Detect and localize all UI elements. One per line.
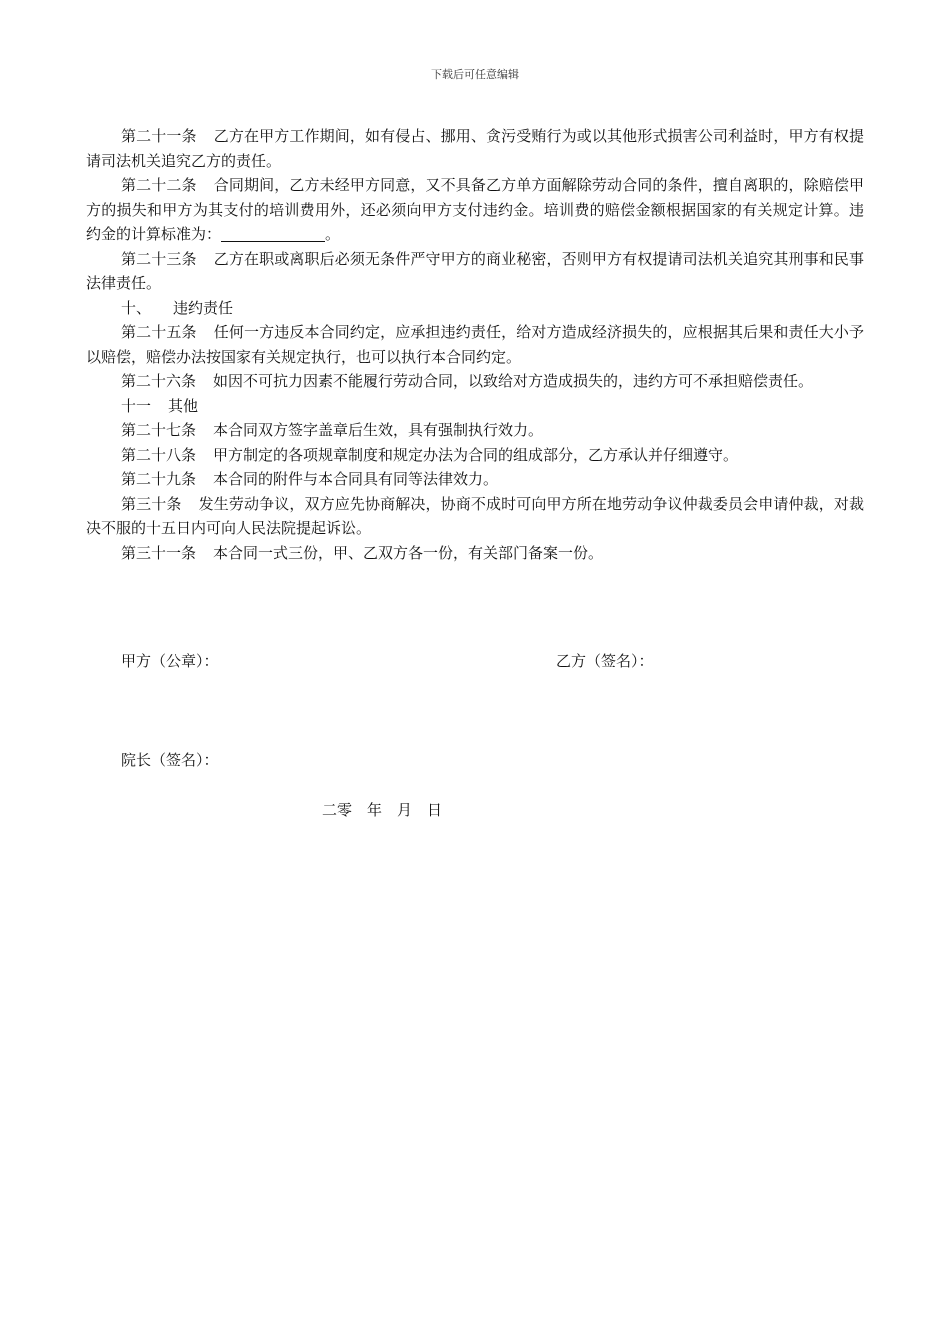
party-a-signature-label: 甲方（公章）： [121,652,219,670]
article-label: 第二十六条 [121,372,197,390]
article-text: 如因不可抗力因素不能履行劳动合同，以致给对方造成损失的，违约方可不承担赔偿责任。 [213,372,814,390]
article-label: 第三十一条 [121,543,197,562]
article-27 [86,418,864,443]
article-25 [86,320,864,369]
article-label: 第二十二条 [121,176,197,194]
section-label: 十一 [121,396,152,415]
page-header: 下载后可任意编辑 [431,68,519,81]
section-title: 其他 [168,396,199,415]
article-26 [86,369,864,394]
article-text: 任何一方违反本合同约定，应承担违约责任，给对方造成经济损失的，应根据其后果和责任大小予以赔偿，赔偿办法按国家有关规定执行，也可以执行本合同约定。 [86,323,864,366]
article-text: 本合同双方签字盖章后生效，具有强制执行效力。 [213,421,544,439]
article-text: 发生劳动争议，双方应先协商解决，协商不成时可向甲方所在地劳动争议仲裁委员会申请仲裁，对裁决不服的十五日内可向人民法院提起诉讼。 [86,494,864,537]
dean-signature-label: 院长（签名）： [121,751,219,769]
section-heading-10 [86,296,864,321]
party-b-signature-label: 乙方（签名）： [556,652,654,670]
section-heading-11 [86,394,864,419]
article-23 [86,247,864,296]
article-label: 第二十九条 [121,470,197,488]
article-end: 。 [325,225,341,243]
article-label: 第二十一条 [121,127,197,145]
article-label: 第二十七条 [121,421,197,439]
article-label: 第二十八条 [121,445,197,464]
article-29 [86,467,864,492]
article-31 [86,541,864,566]
signing-date: 二零 年 月 日 [322,801,443,819]
article-28 [86,443,864,468]
article-text: 甲方制定的各项规章制度和规定办法为合同的组成部分，乙方承认并仔细遵守。 [213,445,739,464]
article-text: 合同期间，乙方未经甲方同意，又不具备乙方单方面解除劳动合同的条件，擅自离职的，除赔偿甲方的损失和甲方为其支付的培训费用外，还必须向甲方支付违约金。培训费的赔偿金额根据国家的有关规定计算。违约金的计算标准为： [86,176,864,243]
section-title: 违约责任 [173,298,234,317]
penalty-blank-field[interactable] [221,226,325,242]
contract-body [86,124,864,565]
article-label: 第二十五条 [121,323,197,341]
article-label: 第三十条 [121,494,182,513]
article-21 [86,124,864,173]
section-label: 十、 [121,298,152,317]
article-text: 乙方在甲方工作期间，如有侵占、挪用、贪污受贿行为或以其他形式损害公司利益时，甲方有权提请司法机关追究乙方的责任。 [86,127,864,170]
article-label: 第二十三条 [121,249,197,268]
article-text: 本合同一式三份，甲、乙双方各一份，有关部门备案一份。 [213,543,604,562]
article-text: 本合同的附件与本合同具有同等法律效力。 [213,470,499,488]
article-30 [86,492,864,541]
article-22 [86,173,864,247]
article-text: 乙方在职或离职后必须无条件严守甲方的商业秘密，否则甲方有权提请司法机关追究其刑事和民事法律责任。 [86,249,864,292]
